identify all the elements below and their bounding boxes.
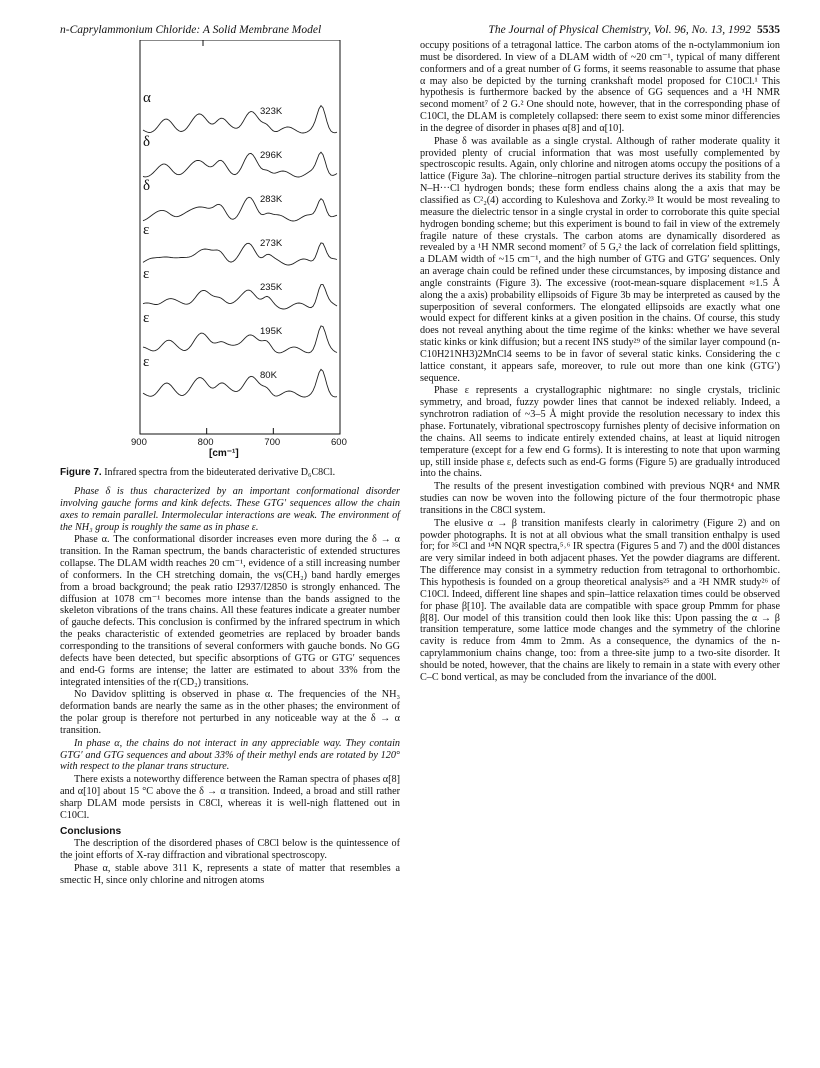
right-column xyxy=(420,40,780,684)
x-tick-label: 700 xyxy=(264,437,281,448)
spectrum-trace xyxy=(143,326,337,353)
figure-caption xyxy=(60,467,400,479)
paragraph: Phase ε represents a crystallographic nightmare: no single crystals, triclinic symmetry, and broad, fuzzy powder lines that cannot be indexed reliably. Indeed, a synchrotron radiation of ~3–5 Å might provide the resolution necessary to index this phase. Fortunately, vibrational spectroscopy furnishes plenty of decisive information on the chains. All seems to indicate entirely extended chains, at least at liquid nitrogen temperature (except for a few end G forms). It is interesting to note that upon warming up, still inside phase ε, defects such as end-G forms (Figure 5) are gradually introduced into the chains. xyxy=(420,385,780,480)
paragraph: The description of the disordered phases of C8Cl below is the quintessence of the joint efforts of X-ray diffraction and vibrational spectroscopy. xyxy=(60,838,400,862)
running-head-title: n-Caprylammonium Chloride: A Solid Membrane Model xyxy=(60,24,322,36)
paragraph: Phase α, stable above 311 K, represents a state of matter that resembles a smectic H, since only chlorine and nitrogen atoms xyxy=(60,863,400,886)
paragraph: Phase δ was available as a single crystal. Although of rather moderate quality it provided plenty of crucial information that was most usefully complemented by spectroscopic results. Again, only chlorine and nitrogen atoms occupy the positions of a lattice (Figure 3a). The chlorine–nitrogen partial structure derives its stability from the N–H···Cl hydrogen bonds; these form endless chains along the a axis that may be classified as C²₂(4) according to Kuleshova and Zorky.²³ It would be most revealing to measure the dielectric tensor in a single crystal in order to corroborate this quite special hydrogen bonding scheme; but this experiment is bound to fail in view of the extremely fragile nature of these crystals. The carbon atoms are dynamically disordered as revealed by a ¹H NMR second moment⁷ of 5 G,² the lack of correlation field splittings, a DLAM width of ~15 cm⁻¹, and the high number of GTG and GTG′ sequences. Only an average chain could be refined under these circumstances, by imposing distance and angle constraints (Figure 3). The excessive (root-mean-square displacement ≈1.5 Å along the a axis) probability ellipsoids of Figure 3b may be interpreted as caused by the superposition of several conformers. The elongated ellipsoids are exactly what one would expect for different kinks at a given position in the chains. Of course, this study does not reveal anything about the time regime of the kinks: whether we have several static kinks or kink diffusion; but a recent INS study²⁹ of the similar layer compound (n-C10H21NH3)2MnCl4 seems to be in favor of several static kinks. Considering the c lattice constant, it appears safe, moreover, to rule out more than one kink (GTG′) sequence. xyxy=(420,135,780,384)
temperature-label: 80K xyxy=(260,370,277,381)
spectrum-trace xyxy=(143,152,337,177)
figure-caption-text: Infrared spectra from the bideuterated derivative D₆C8Cl. xyxy=(104,467,336,478)
paragraph: The elusive α → β transition manifests clearly in calorimetry (Figure 2) and on powder photographs. It is not at all obvious what the small transition enthalpy is used for; for ³⁵Cl and ¹⁴N NQR spectra,⁵˒⁶ IR spectra (Figures 5 and 7) and the d00l distances are very similar indeed in both adjacent phases. Yet the powder diagrams are different. The difference may consist in a symmetry reduction from tetragonal to orthorhombic. This hypothesis is founded on a group theoretical analysis²⁵ and a ²H NMR study²⁶ of C10Cl. Indeed, different line shapes and spin–lattice relaxation times could be observed for phase β[10]. The available data are compatible with space group Pmmm for phase β[8]. Our model of this transition could then look like this: Upon passing the α → β transition temperature, some lattice mode changes and the symmetry of the chlorine cavity is reduce from 4mm to 2mm. As a consequence, the dynamics of the n-caprylammonium chains change, too: from a three-site jump to a two-site disorder. It should be noted, however, that the chains are likely to remain in a state with every other C–C bond vertical, as may be concluded from the invariance of the d00l. xyxy=(420,517,780,683)
paragraph: The results of the present investigation combined with previous NQR⁴ and NMR studies can now be woven into the following picture of the four thermotropic phase transitions in the C8Cl system. xyxy=(420,481,780,516)
temperature-label: 283K xyxy=(260,194,283,205)
temperature-label: 273K xyxy=(260,238,283,249)
paragraph: Phase δ is thus characterized by an important conformational disorder involving gauche forms and kink defects. These GTG′ sequences allow the chain axes to remain parallel. Intermolecular interactions are weak. The environment of the NH₃ group is roughly the same as in phase ε. xyxy=(60,486,400,533)
temperature-label: 195K xyxy=(260,326,283,337)
phase-label: ε xyxy=(143,266,150,282)
spectra-plot xyxy=(85,40,395,460)
temperature-label: 235K xyxy=(260,282,283,293)
page-number: 5535 xyxy=(757,24,780,36)
paragraph: Phase α. The conformational disorder increases even more during the δ → α transition. In the Raman spectrum, the bands characteristic of extended structures collapse. The DLAM width reaches 20 cm⁻¹, evidence of a still increasing number of conformers. In the CH stretching domain, the νs(CH₂) band hardly emerges from a broad background; the peak ratio I2937/I2850 is strongly enhanced. The diffusion at 1078 cm⁻¹ becomes more intense than the bands assigned to the skeleton vibrations of the trans chains. All these features indicate a greater number of gauche defects. This conclusion is confirmed by the infrared spectrum in which the peaks characteristic of extended geometries are replaced by broader bands corresponding to the transitions of several conformers with gauche bonds. No GG defects have been detected, but specific absorptions of GTG or GTG′ sequences and end-G forms are intense; the latter are estimated to about 33% from the integrated intensities of the r(CD₂) transitions. xyxy=(60,534,400,688)
figure-7 xyxy=(85,40,395,460)
temperature-label: 296K xyxy=(260,150,283,161)
plot-frame xyxy=(140,40,340,434)
spectra-traces xyxy=(143,106,337,397)
journal-citation: The Journal of Physical Chemistry, Vol. 96, No. 13, 1992 xyxy=(488,24,751,36)
x-tick-label: 600 xyxy=(331,437,347,448)
phase-label: δ xyxy=(143,178,151,194)
temperature-label: 323K xyxy=(260,106,283,117)
spectrum-trace xyxy=(143,197,337,221)
spectrum-trace xyxy=(143,106,337,133)
paragraph: No Davidov splitting is observed in phase α. The frequencies of the NH₃ deformation bands are nearly the same as in the other phases; the environment of the polar group is therefore not perturbed in any noticeable way at the δ → α transition. xyxy=(60,689,400,736)
x-tick-label: 900 xyxy=(131,437,147,448)
phase-label: α xyxy=(143,90,151,106)
running-head-journal xyxy=(488,24,780,36)
x-axis-label: [cm⁻¹] xyxy=(209,448,239,459)
phase-label: ε xyxy=(143,354,150,370)
paragraph: There exists a noteworthy difference between the Raman spectra of phases α[8] and α[10] about 15 °C above the δ → α transition. Indeed, a broad and still rather sharp DLAM mode persists in C8Cl, whereas it is well-nigh flattened out in C10Cl. xyxy=(60,774,400,821)
phase-label: δ xyxy=(143,134,151,150)
spectrum-trace xyxy=(143,369,337,397)
x-tick-label: 800 xyxy=(197,437,214,448)
spectrum-trace xyxy=(143,243,337,265)
phase-label: ε xyxy=(143,222,150,238)
left-column-text xyxy=(60,486,400,887)
figure-label: Figure 7. xyxy=(60,467,102,478)
paragraph: In phase α, the chains do not interact in any appreciable way. They contain GTG′ and GTG sequences and about 33% of their methyl ends are rotated by 120° with respect to the planar trans structure. xyxy=(60,737,400,773)
x-axis-ticks xyxy=(140,428,340,434)
spectrum-trace xyxy=(143,285,337,309)
section-heading: Conclusions xyxy=(60,825,122,837)
running-head xyxy=(60,24,780,40)
paragraph: occupy positions of a tetragonal lattice. The carbon atoms of the n-octylammonium ion must be disordered. In view of a DLAM width of ~20 cm⁻¹, typical of many different conformers and of a great number of G forms, it seems reasonable to assume that phase α may also be depicted by the turning crankshaft model proposed for C10Cl.¹ This hypothesis is furthermore backed by the absence of GG sequences and a ¹H NMR second moment⁷ of 2 G.² One should note, however, that in the corresponding phase of C10Cl, the DLAM is completely collapsed: there seem to exist some minor differencies in the degree of disorder in phases α[8] and α[10]. xyxy=(420,40,780,134)
phase-label: ε xyxy=(143,310,150,326)
